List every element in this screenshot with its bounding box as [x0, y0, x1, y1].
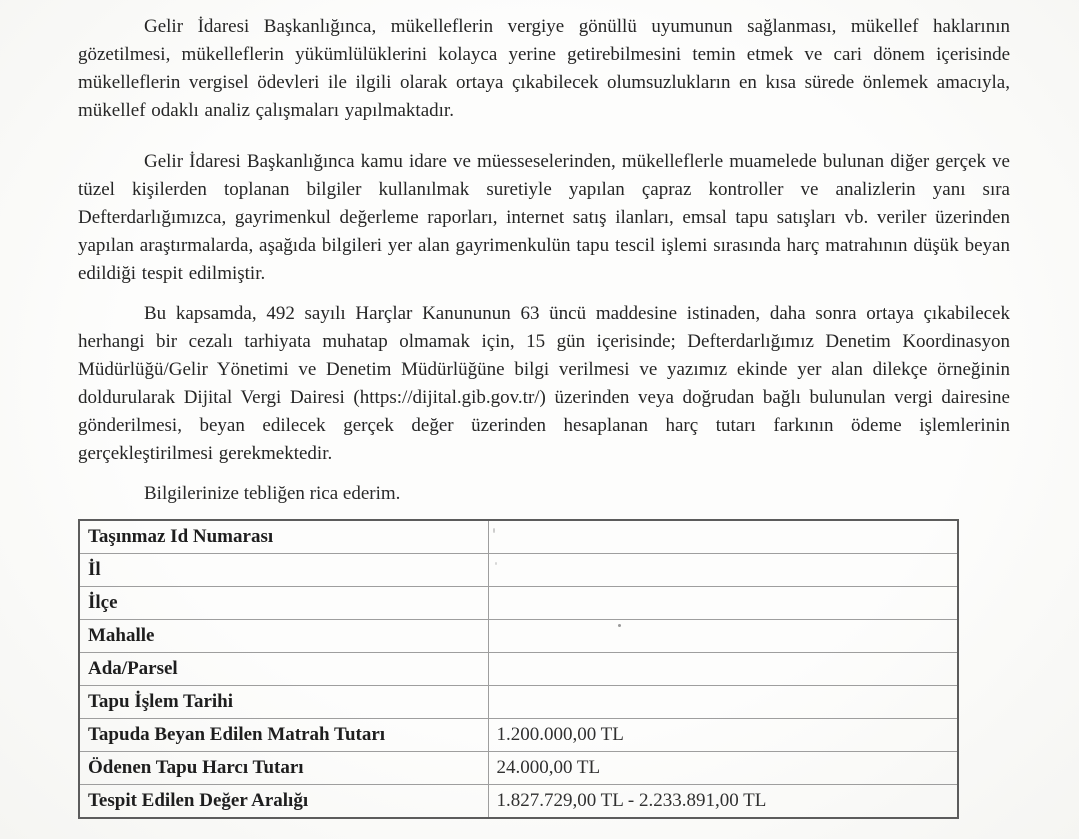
row-label-ilce: İlçe: [79, 587, 488, 620]
paragraph-1: Gelir İdaresi Başkanlığınca, mükelleflerin vergiye gönüllü uyumunun sağlanması, mükellef haklarının gözetilmesi, mükelleflerin yükümlülüklerini kolayca yerine getirebilmesini temin etmek ve cari dönem içerisinde mükelleflerin vergisel ödevleri ile ilgili olarak ortaya çıkabilecek olumsuzlukların en kısa sürede önlemek amacıyla, mükellef odaklı analiz çalışmaları yapılmaktadır.: [78, 16, 1010, 121]
row-label-il: İl: [79, 554, 488, 587]
row-label-odenen-tapu-harci: Ödenen Tapu Harcı Tutarı: [79, 752, 488, 785]
row-value-tasinmaz-id: [488, 520, 958, 554]
row-label-tespit-edilen-deger: Tespit Edilen Değer Aralığı: [79, 785, 488, 819]
closing-line: Bilgilerinize tebliğen rica ederim.: [144, 483, 401, 504]
scan-artifact-dot: [493, 528, 495, 533]
scan-artifact-dot: [495, 562, 497, 565]
row-value-odenen-tapu-harci: 24.000,00 TL: [488, 752, 958, 785]
row-label-ada-parsel: Ada/Parsel: [79, 653, 488, 686]
row-value-ada-parsel: [488, 653, 958, 686]
row-value-mahalle: [488, 620, 958, 653]
row-value-tapu-islem-tarihi: [488, 686, 958, 719]
paragraph-3: Bu kapsamda, 492 sayılı Harçlar Kanununun 63 üncü maddesine istinaden, daha sonra ortaya çıkabilecek herhangi bir cezalı tarhiyata muhatap olmamak için, 15 gün içerisinde; Defterdarlığımız Denetim Koordinasyon Müdürlüğü/Gelir Yönetimi ve Denetim Müdürlüğüne bilgi verilmesi ve yazımız ekinde yer alan dilekçe örneğinin doldurularak Dijital Vergi Dairesi (https://dijital.gib.gov.tr/) üzerinden veya doğrudan bağlı bulunulan vergi dairesine gönderilmesi, beyan edilecek gerçek değer üzerinden hesaplanan harç tutarı farkının ödeme işlemlerinin gerçekleştirilmesi gerekmektedir.: [78, 303, 1010, 464]
row-value-beyan-edilen-matrah: 1.200.000,00 TL: [488, 719, 958, 752]
property-info-table: [78, 519, 959, 819]
table-row: [79, 587, 958, 620]
scan-artifact-dot: [618, 624, 621, 627]
table-row: [79, 785, 958, 819]
table-row: [79, 752, 958, 785]
row-label-beyan-edilen-matrah: Tapuda Beyan Edilen Matrah Tutarı: [79, 719, 488, 752]
row-label-tapu-islem-tarihi: Tapu İşlem Tarihi: [79, 686, 488, 719]
row-value-tespit-edilen-deger: 1.827.729,00 TL - 2.233.891,00 TL: [488, 785, 958, 819]
row-value-il: [488, 554, 958, 587]
table-row: [79, 719, 958, 752]
table-row: [79, 520, 958, 554]
paragraph-2: Gelir İdaresi Başkanlığınca kamu idare ve müesseselerinden, mükelleflerle muamelede bulunan diğer gerçek ve tüzel kişilerden toplanan bilgiler kullanılmak suretiyle yapılan çapraz kontroller ve analizlerin yanı sıra Defterdarlığımızca, gayrimenkul değerleme raporları, internet satış ilanları, emsal tapu satışları vb. veriler üzerinden yapılan araştırmalarda, aşağıda bilgileri yer alan gayrimenkulün tapu tescil işlemi sırasında harç matrahının düşük beyan edildiği tespit edilmiştir.: [78, 151, 1010, 284]
table-row: [79, 653, 958, 686]
table-row: [79, 554, 958, 587]
table-row: [79, 620, 958, 653]
row-label-mahalle: Mahalle: [79, 620, 488, 653]
row-value-ilce: [488, 587, 958, 620]
letter-body: [78, 0, 1010, 508]
row-label-tasinmaz-id: Taşınmaz Id Numarası: [79, 520, 488, 554]
table-row: [79, 686, 958, 719]
